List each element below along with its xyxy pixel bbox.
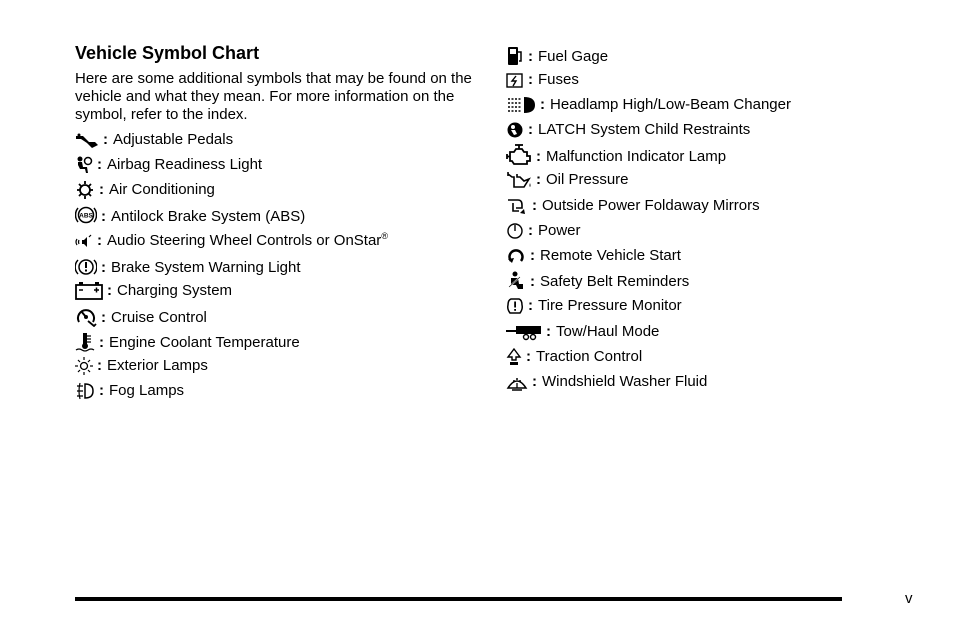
washer-fluid-icon <box>506 375 528 391</box>
list-item: : Remote Vehicle Start <box>506 247 681 265</box>
intro-paragraph: Here are some additional symbols that may be found on the vehicle and what they mean. For more information on the symbol, refer to the index. <box>75 70 472 123</box>
tow-haul-icon <box>506 325 542 341</box>
fog-lamps-icon <box>75 382 95 400</box>
item-label: Remote Vehicle Start <box>540 247 681 264</box>
item-label: Outside Power Foldaway Mirrors <box>542 197 760 214</box>
item-label: Headlamp High/Low-Beam Changer <box>550 96 791 113</box>
item-label: Windshield Washer Fluid <box>542 373 708 390</box>
item-label: Cruise Control <box>111 309 207 326</box>
item-label: Brake System Warning Light <box>111 259 301 276</box>
list-item: : Power <box>506 222 581 240</box>
oil-pressure-icon <box>506 171 532 189</box>
page-title: Vehicle Symbol Chart <box>75 43 260 63</box>
fuses-icon <box>506 73 524 89</box>
brake-warning-icon <box>75 257 97 277</box>
item-label: Engine Coolant Temperature <box>109 334 300 351</box>
list-item: : LATCH System Child Restraints <box>506 121 750 139</box>
item-label: Antilock Brake System (ABS) <box>111 208 306 225</box>
svg-text:ABS: ABS <box>79 212 93 220</box>
fuel-gage-icon <box>506 46 524 66</box>
list-item: : Traction Control <box>506 348 642 366</box>
safety-belt-icon <box>506 271 526 291</box>
footer-rule <box>75 597 842 601</box>
item-label: Air Conditioning <box>109 181 215 198</box>
battery-icon <box>75 282 103 300</box>
page-number: v <box>905 590 913 607</box>
headlamp-beam-icon <box>506 96 536 114</box>
engine-icon <box>506 144 532 166</box>
exterior-lamps-icon <box>75 357 93 375</box>
list-item: : Cruise Control <box>75 305 207 327</box>
traction-control-icon <box>506 348 522 366</box>
audio-steering-icon <box>75 234 93 250</box>
list-item: : Outside Power Foldaway Mirrors <box>506 197 760 215</box>
item-label: Traction Control <box>536 348 643 365</box>
list-item: : Audio Steering Wheel Controls or OnStar® <box>75 232 388 250</box>
list-item: : Fog Lamps <box>75 382 184 400</box>
list-item: : Fuel Gage <box>506 46 608 66</box>
list-item: : Fuses <box>506 71 579 89</box>
list-item: : Malfunction Indicator Lamp <box>506 144 726 166</box>
abs-icon <box>75 204 97 226</box>
item-label: Fog Lamps <box>109 382 185 399</box>
latch-child-restraint-icon <box>506 121 524 139</box>
item-label: Adjustable Pedals <box>113 131 234 148</box>
list-item: : Charging System <box>75 282 232 300</box>
list-item: : Windshield Washer Fluid <box>506 373 707 391</box>
item-label: Power <box>538 222 581 239</box>
list-item: : Adjustable Pedals <box>75 131 233 149</box>
item-label: Fuses <box>538 71 579 88</box>
adjustable-pedals-icon <box>75 133 99 149</box>
remote-start-icon <box>506 247 526 265</box>
list-item: : Airbag Readiness Light <box>75 156 262 174</box>
item-label: Tire Pressure Monitor <box>538 297 682 314</box>
list-item: : Oil Pressure <box>506 171 629 189</box>
list-item: : Air Conditioning <box>75 181 215 199</box>
list-item: : Tire Pressure Monitor <box>506 297 682 315</box>
item-label: Safety Belt Reminders <box>540 273 690 290</box>
item-label: Exterior Lamps <box>107 357 208 374</box>
list-item: : Headlamp High/Low-Beam Changer <box>506 96 791 114</box>
air-conditioning-icon <box>75 181 95 199</box>
item-label: Tow/Haul Mode <box>556 323 660 340</box>
list-item: : Engine Coolant Temperature <box>75 332 300 352</box>
foldaway-mirror-icon <box>506 197 528 215</box>
item-label: Charging System <box>117 282 233 299</box>
item-label: LATCH System Child Restraints <box>538 121 751 138</box>
coolant-temperature-icon <box>75 332 95 352</box>
list-item: : Tow/Haul Mode <box>506 323 659 341</box>
list-item: ABS : Antilock Brake System (ABS) <box>75 204 305 226</box>
cruise-control-icon <box>75 305 97 327</box>
item-label: Audio Steering Wheel Controls or OnStar® <box>107 231 388 249</box>
item-label: Oil Pressure <box>546 171 629 188</box>
power-icon <box>506 222 524 240</box>
item-label: Airbag Readiness Light <box>107 156 263 173</box>
list-item: : Exterior Lamps <box>75 357 208 375</box>
tire-pressure-icon <box>506 297 524 315</box>
list-item: : Brake System Warning Light <box>75 257 301 277</box>
item-label: Malfunction Indicator Lamp <box>546 148 727 165</box>
list-item: : Safety Belt Reminders <box>506 271 689 291</box>
item-label: Fuel Gage <box>538 48 609 65</box>
airbag-icon <box>75 156 93 174</box>
